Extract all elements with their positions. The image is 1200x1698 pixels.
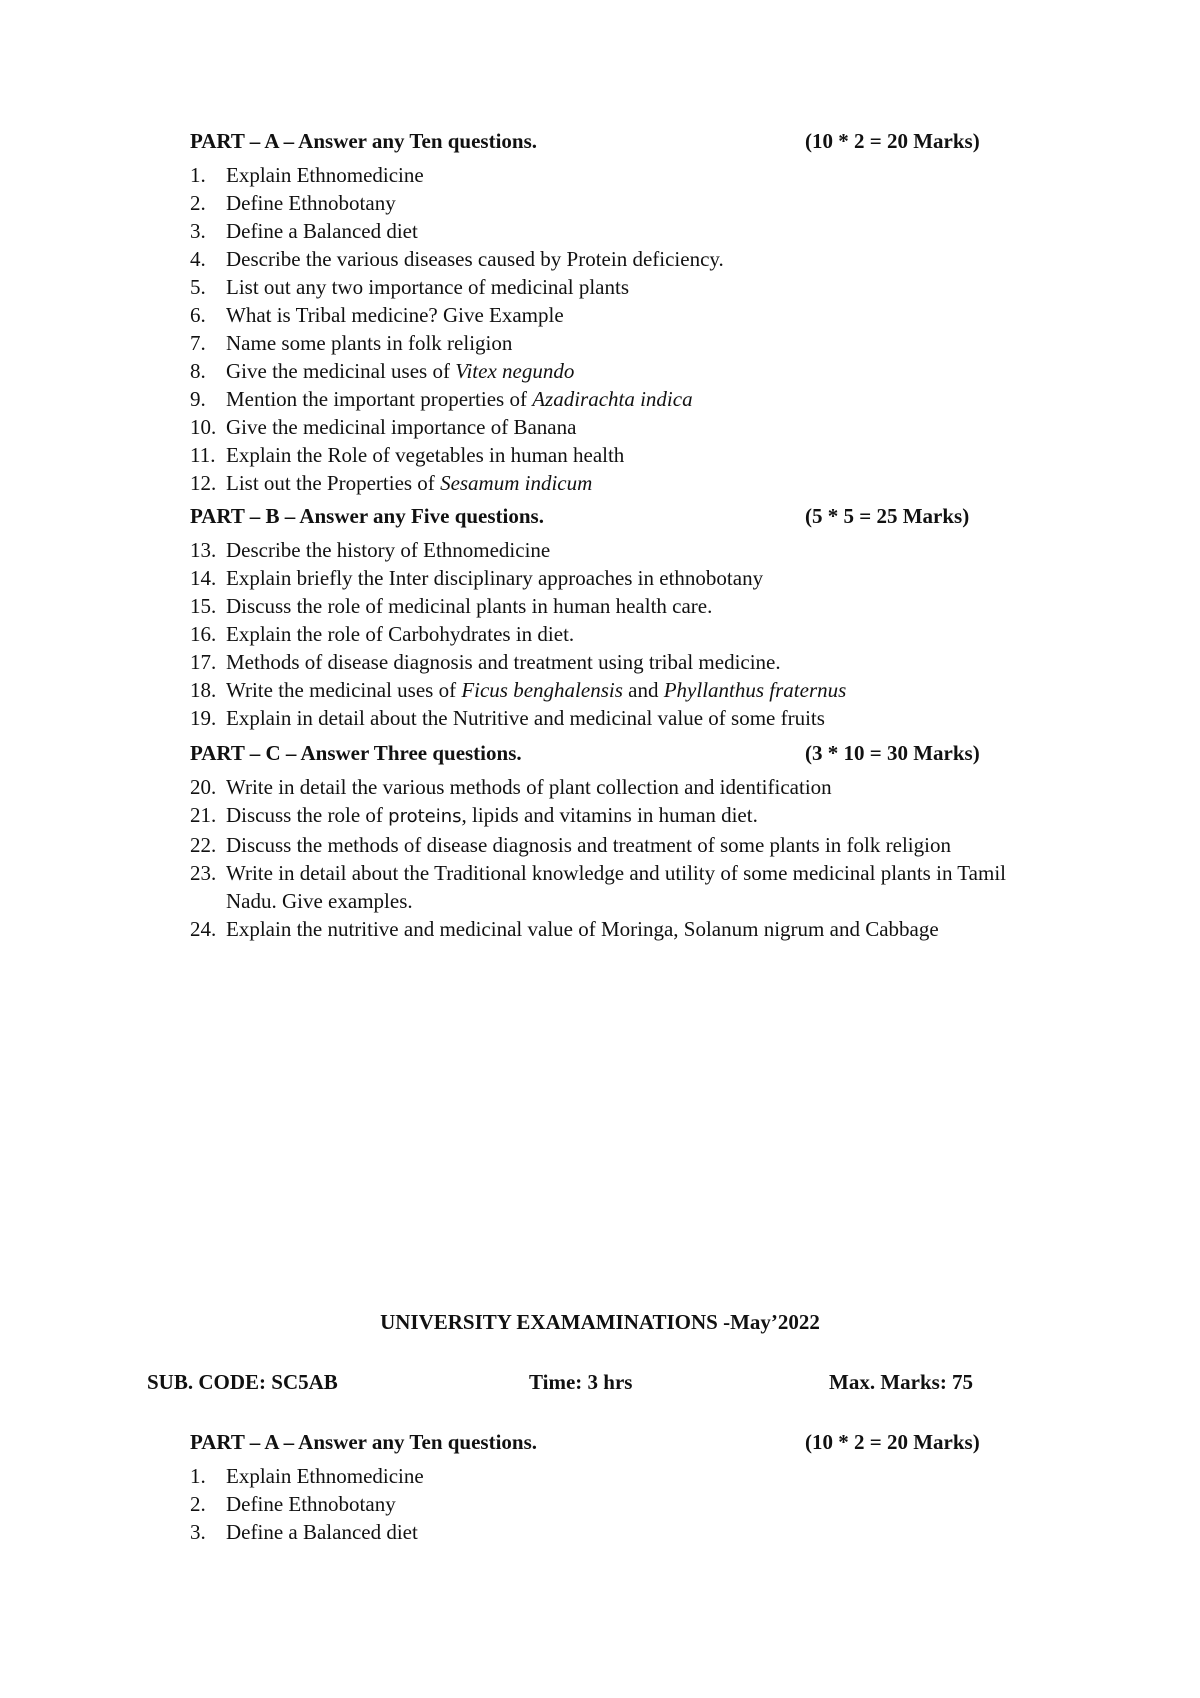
question-number: 6.	[190, 303, 206, 327]
question-item	[190, 564, 1060, 592]
question-item	[190, 592, 1060, 620]
question-number: 1.	[190, 163, 206, 187]
question-text-segment: Write the medicinal uses of	[226, 678, 462, 702]
question-item	[190, 773, 1060, 801]
question-text-segment: Explain Ethnomedicine	[226, 1464, 424, 1488]
question-text-segment: Explain the nutritive and medicinal value of Moringa, Solanum nigrum and Cabbage	[226, 917, 939, 941]
question-text	[226, 678, 846, 702]
question-text	[226, 303, 564, 327]
question-item	[190, 536, 1060, 564]
question-text	[226, 247, 724, 271]
question-number: 10.	[190, 415, 217, 439]
question-text-segment: Give the medicinal importance of Banana	[226, 415, 577, 439]
question-number: 14.	[190, 566, 217, 590]
question-text	[226, 650, 781, 674]
question-text	[226, 594, 712, 618]
question-list	[190, 161, 1060, 497]
question-text-segment: Explain in detail about the Nutritive and medicinal value of some fruits	[226, 706, 825, 730]
question-item	[190, 801, 1060, 831]
question-number: 9.	[190, 387, 206, 411]
repeat-part-a-heading	[190, 1428, 1060, 1456]
part-a-title: PART – A – Answer any Ten questions.	[190, 129, 538, 153]
question-item	[190, 329, 1060, 357]
question-text-segment: Mention the important properties of	[226, 387, 533, 411]
question-text-segment: Define Ethnobotany	[226, 191, 396, 215]
question-item	[190, 441, 1060, 469]
question-text	[226, 191, 396, 215]
question-number: 13.	[190, 538, 217, 562]
question-text	[226, 917, 939, 941]
question-number: 3.	[190, 1520, 206, 1544]
species-name: Sesamum indicum	[440, 471, 593, 495]
part-c-marks: (3 * 10 = 30 Marks)	[805, 741, 980, 765]
question-number: 16.	[190, 622, 217, 646]
repeat-part-a-section	[190, 1428, 1060, 1546]
question-text-segment: Describe the various diseases caused by Protein deficiency.	[226, 247, 724, 271]
max-marks: Max. Marks: 75	[829, 1370, 974, 1394]
question-item	[190, 245, 1060, 273]
question-text-segment: Define Ethnobotany	[226, 1492, 396, 1516]
part-b-heading	[190, 502, 1060, 530]
part-c-title: PART – C – Answer Three questions.	[190, 741, 522, 765]
question-text	[226, 415, 576, 439]
question-number: 2.	[190, 1492, 206, 1516]
question-item	[190, 301, 1060, 329]
question-item	[190, 161, 1060, 189]
species-name: Vitex negundo	[455, 359, 575, 383]
question-text-segment: Explain briefly the Inter disciplinary approaches in ethnobotany	[226, 566, 764, 590]
question-text	[226, 331, 512, 355]
question-text	[226, 387, 693, 411]
question-text	[226, 538, 550, 562]
question-number: 5.	[190, 275, 206, 299]
question-number: 20.	[190, 775, 217, 799]
species-name: Azadirachta indica	[532, 387, 693, 411]
question-text-segment: Explain the role of Carbohydrates in diet.	[226, 622, 575, 646]
question-item	[190, 413, 1060, 441]
question-text-segment: Explain Ethnomedicine	[226, 163, 424, 187]
question-text	[226, 471, 592, 495]
question-text-segment: Explain the Role of vegetables in human health	[226, 443, 625, 467]
question-text	[226, 706, 825, 730]
part-c-section	[190, 739, 1060, 943]
sub-code: SUB. CODE: SC5AB	[147, 1370, 338, 1394]
question-item	[190, 1518, 1060, 1546]
question-text-segment: List out any two importance of medicinal plants	[226, 275, 629, 299]
question-text-segment: Write in detail about the Traditional knowledge and utility of some medicinal plants in Tamil Nadu. Give examples.	[226, 861, 1006, 913]
question-number: 24.	[190, 917, 217, 941]
question-text-segment: Discuss the role of	[226, 803, 389, 827]
question-text	[226, 275, 629, 299]
question-number: 3.	[190, 219, 206, 243]
question-item	[190, 1490, 1060, 1518]
question-number: 7.	[190, 331, 206, 355]
repeat-part-a-marks: (10 * 2 = 20 Marks)	[805, 1430, 980, 1454]
question-item	[190, 620, 1060, 648]
question-text	[226, 443, 624, 467]
question-number: 17.	[190, 650, 217, 674]
exam-title: UNIVERSITY EXAMAMINATIONS -May’2022	[380, 1310, 820, 1334]
question-item	[190, 357, 1060, 385]
question-text	[226, 861, 1006, 913]
part-a-heading	[190, 127, 1060, 155]
species-name: Phyllanthus fraternus	[663, 678, 847, 702]
question-text	[226, 359, 574, 383]
question-number: 22.	[190, 833, 217, 857]
question-item	[190, 189, 1060, 217]
question-number: 23.	[190, 861, 217, 885]
question-item	[190, 385, 1060, 413]
question-number: 1.	[190, 1464, 206, 1488]
repeat-part-a-title: PART – A – Answer any Ten questions.	[190, 1430, 538, 1454]
question-text-segment: Name some plants in folk religion	[226, 331, 513, 355]
question-text-segment: and	[622, 678, 664, 702]
exam-meta-row	[147, 1368, 1047, 1396]
question-text-segment: Methods of disease diagnosis and treatment using tribal medicine.	[226, 650, 781, 674]
question-item	[190, 648, 1060, 676]
part-b-marks: (5 * 5 = 25 Marks)	[805, 504, 970, 528]
question-item	[190, 1462, 1060, 1490]
question-text-segment: proteins	[388, 806, 462, 827]
part-c-heading	[190, 739, 1060, 767]
question-text-segment: Discuss the role of medicinal plants in human health care.	[226, 594, 713, 618]
part-a-marks: (10 * 2 = 20 Marks)	[805, 129, 980, 153]
question-list	[190, 773, 1060, 943]
question-text-segment: List out the Properties of	[226, 471, 441, 495]
question-number: 4.	[190, 247, 206, 271]
question-item	[190, 217, 1060, 245]
question-number: 2.	[190, 191, 206, 215]
question-text-segment: Define a Balanced diet	[226, 219, 418, 243]
question-number: 12.	[190, 471, 217, 495]
question-item	[190, 859, 1060, 915]
question-text	[226, 803, 758, 827]
question-text	[226, 775, 832, 799]
question-item	[190, 831, 1060, 859]
question-text-segment: Give the medicinal uses of	[226, 359, 456, 383]
question-text-segment: Write in detail the various methods of plant collection and identification	[226, 775, 832, 799]
question-number: 21.	[190, 803, 217, 827]
exam-time: Time: 3 hrs	[529, 1370, 633, 1394]
question-number: 18.	[190, 678, 217, 702]
question-item	[190, 915, 1060, 943]
question-text	[226, 219, 418, 243]
question-text-segment: , lipids and vitamins in human diet.	[461, 803, 758, 827]
question-text	[226, 1520, 418, 1544]
question-number: 19.	[190, 706, 217, 730]
question-text	[226, 1492, 396, 1516]
question-item	[190, 676, 1060, 704]
question-number: 15.	[190, 594, 217, 618]
question-text-segment: Define a Balanced diet	[226, 1520, 418, 1544]
question-text	[226, 833, 951, 857]
question-text	[226, 1464, 424, 1488]
question-text	[226, 566, 763, 590]
question-item	[190, 469, 1060, 497]
part-b-title: PART – B – Answer any Five questions.	[190, 504, 544, 528]
question-list	[190, 1462, 1060, 1546]
species-name: Ficus benghalensis	[461, 678, 623, 702]
part-a-section	[190, 127, 1060, 497]
question-item	[190, 273, 1060, 301]
part-b-section	[190, 502, 1060, 732]
question-list	[190, 536, 1060, 732]
question-text	[226, 163, 424, 187]
question-number: 11.	[190, 443, 216, 467]
question-text	[226, 622, 574, 646]
question-text-segment: What is Tribal medicine? Give Example	[226, 303, 564, 327]
question-item	[190, 704, 1060, 732]
question-number: 8.	[190, 359, 206, 383]
question-text-segment: Discuss the methods of disease diagnosis and treatment of some plants in folk religion	[226, 833, 951, 857]
question-text-segment: Describe the history of Ethnomedicine	[226, 538, 551, 562]
